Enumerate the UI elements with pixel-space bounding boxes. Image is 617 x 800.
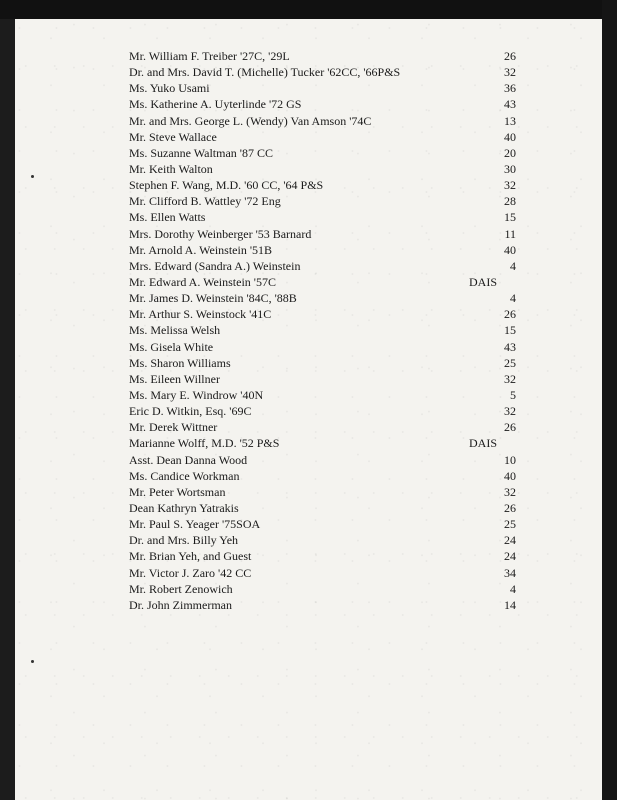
list-item	[129, 129, 529, 145]
guest-name: Mr. Victor J. Zaro '42 CC	[129, 565, 252, 580]
guest-name: Ms. Suzanne Waltman '87 CC	[129, 145, 273, 160]
table-number: DAIS	[469, 436, 498, 451]
list-item	[129, 274, 529, 290]
table-number: 4	[510, 581, 516, 596]
guest-name: Ms. Katherine A. Uyterlinde '72 GS	[129, 97, 302, 112]
table-number: 32	[504, 404, 516, 419]
table-number: 26	[504, 49, 516, 63]
table-number: 32	[504, 65, 516, 80]
speck-mark	[31, 175, 34, 178]
guest-name: Dr. and Mrs. Billy Yeh	[129, 533, 239, 548]
guest-name: Ms. Mary E. Windrow '40N	[129, 387, 264, 402]
list-item	[129, 64, 529, 80]
list-item	[129, 565, 529, 581]
list-item	[129, 500, 529, 516]
guest-name: Dr. and Mrs. David T. (Michelle) Tucker '62CC, '66P&S	[129, 65, 401, 80]
guest-name: Mr. Steve Wallace	[129, 129, 217, 144]
list-item	[129, 403, 529, 419]
table-number: 43	[504, 97, 516, 112]
guest-name: Ms. Gisela White	[129, 339, 214, 354]
list-item	[129, 161, 529, 177]
scan-border-top	[0, 0, 617, 19]
table-number: 34	[504, 565, 516, 580]
table-number: 26	[504, 307, 516, 322]
table-number: 40	[504, 129, 516, 144]
list-item	[129, 452, 529, 468]
guest-name: Mrs. Edward (Sandra A.) Weinstein	[129, 258, 301, 273]
list-item	[129, 548, 529, 564]
table-number: 28	[504, 194, 516, 209]
list-item	[129, 177, 529, 193]
table-number: 26	[504, 500, 516, 515]
guest-name: Stephen F. Wang, M.D. '60 CC, '64 P&S	[129, 178, 324, 193]
guest-name: Ms. Yuko Usami	[129, 81, 210, 96]
guest-name: Mr. Peter Wortsman	[129, 484, 226, 499]
table-number: 10	[504, 452, 516, 467]
list-item	[129, 581, 529, 597]
list-item	[129, 419, 529, 435]
list-item	[129, 322, 529, 338]
table-number: 30	[504, 161, 516, 176]
table-number: 11	[504, 226, 516, 241]
table-number: 36	[504, 81, 516, 96]
guest-name: Mr. Arthur S. Weinstock '41C	[129, 307, 272, 322]
list-item	[129, 371, 529, 387]
guest-name: Ms. Melissa Welsh	[129, 323, 221, 338]
table-number: 32	[504, 371, 516, 386]
list-item	[129, 193, 529, 209]
list-item	[129, 209, 529, 225]
table-number: 40	[504, 242, 516, 257]
list-item	[129, 435, 529, 451]
guest-name: Mrs. Dorothy Weinberger '53 Barnard	[129, 226, 312, 241]
guest-name: Eric D. Witkin, Esq. '69C	[129, 404, 252, 419]
list-item	[129, 226, 529, 242]
list-item	[129, 597, 529, 613]
list-item	[129, 242, 529, 258]
table-number: 5	[510, 387, 516, 402]
guest-name: Ms. Sharon Williams	[129, 355, 231, 370]
guest-name: Mr. Edward A. Weinstein '57C	[129, 274, 276, 289]
list-item	[129, 468, 529, 484]
guest-name: Ms. Eileen Willner	[129, 371, 220, 386]
list-item	[129, 532, 529, 548]
list-item	[129, 355, 529, 371]
guest-name: Mr. Clifford B. Wattley '72 Eng	[129, 194, 281, 209]
guest-name: Dr. John Zimmerman	[129, 597, 232, 612]
table-number: 25	[504, 355, 516, 370]
table-number: 4	[510, 258, 516, 273]
list-item	[129, 290, 529, 306]
guest-name: Mr. Arnold A. Weinstein '51B	[129, 242, 272, 257]
table-number: 4	[510, 291, 516, 306]
guest-name: Ms. Ellen Watts	[129, 210, 206, 225]
list-item	[129, 96, 529, 112]
table-number: 14	[504, 597, 516, 612]
guest-table-list	[129, 48, 529, 613]
table-number: 26	[504, 420, 516, 435]
guest-name: Ms. Candice Workman	[129, 468, 240, 483]
table-number: 13	[504, 113, 516, 128]
table-number: 25	[504, 517, 516, 532]
table-number: 24	[504, 549, 516, 564]
guest-name: Marianne Wolff, M.D. '52 P&S	[129, 436, 280, 451]
list-item	[129, 80, 529, 96]
list-item	[129, 387, 529, 403]
list-item	[129, 306, 529, 322]
list-item	[129, 48, 529, 64]
table-number: 15	[504, 323, 516, 338]
scan-border-right	[602, 0, 617, 800]
guest-name: Mr. Robert Zenowich	[129, 581, 233, 596]
guest-name: Mr. Paul S. Yeager '75SOA	[129, 517, 261, 532]
speck-mark	[31, 660, 34, 663]
table-number: 15	[504, 210, 516, 225]
table-number: DAIS	[469, 274, 498, 289]
table-number: 32	[504, 484, 516, 499]
guest-name: Mr. Keith Walton	[129, 161, 213, 176]
table-number: 24	[504, 533, 516, 548]
list-item	[129, 113, 529, 129]
guest-name: Mr. William F. Treiber '27C, '29L	[129, 49, 290, 63]
guest-name: Mr. Derek Wittner	[129, 420, 218, 435]
table-number: 20	[504, 145, 516, 160]
list-item	[129, 258, 529, 274]
guest-name: Asst. Dean Danna Wood	[129, 452, 248, 467]
list-item	[129, 339, 529, 355]
list-item	[129, 484, 529, 500]
guest-name: Dean Kathryn Yatrakis	[129, 500, 239, 515]
table-number: 43	[504, 339, 516, 354]
table-number: 32	[504, 178, 516, 193]
guest-name: Mr. and Mrs. George L. (Wendy) Van Amson '74C	[129, 113, 372, 128]
table-number: 40	[504, 468, 516, 483]
list-item	[129, 516, 529, 532]
guest-name: Mr. James D. Weinstein '84C, '88B	[129, 291, 297, 306]
guest-name: Mr. Brian Yeh, and Guest	[129, 549, 252, 564]
list-item	[129, 145, 529, 161]
